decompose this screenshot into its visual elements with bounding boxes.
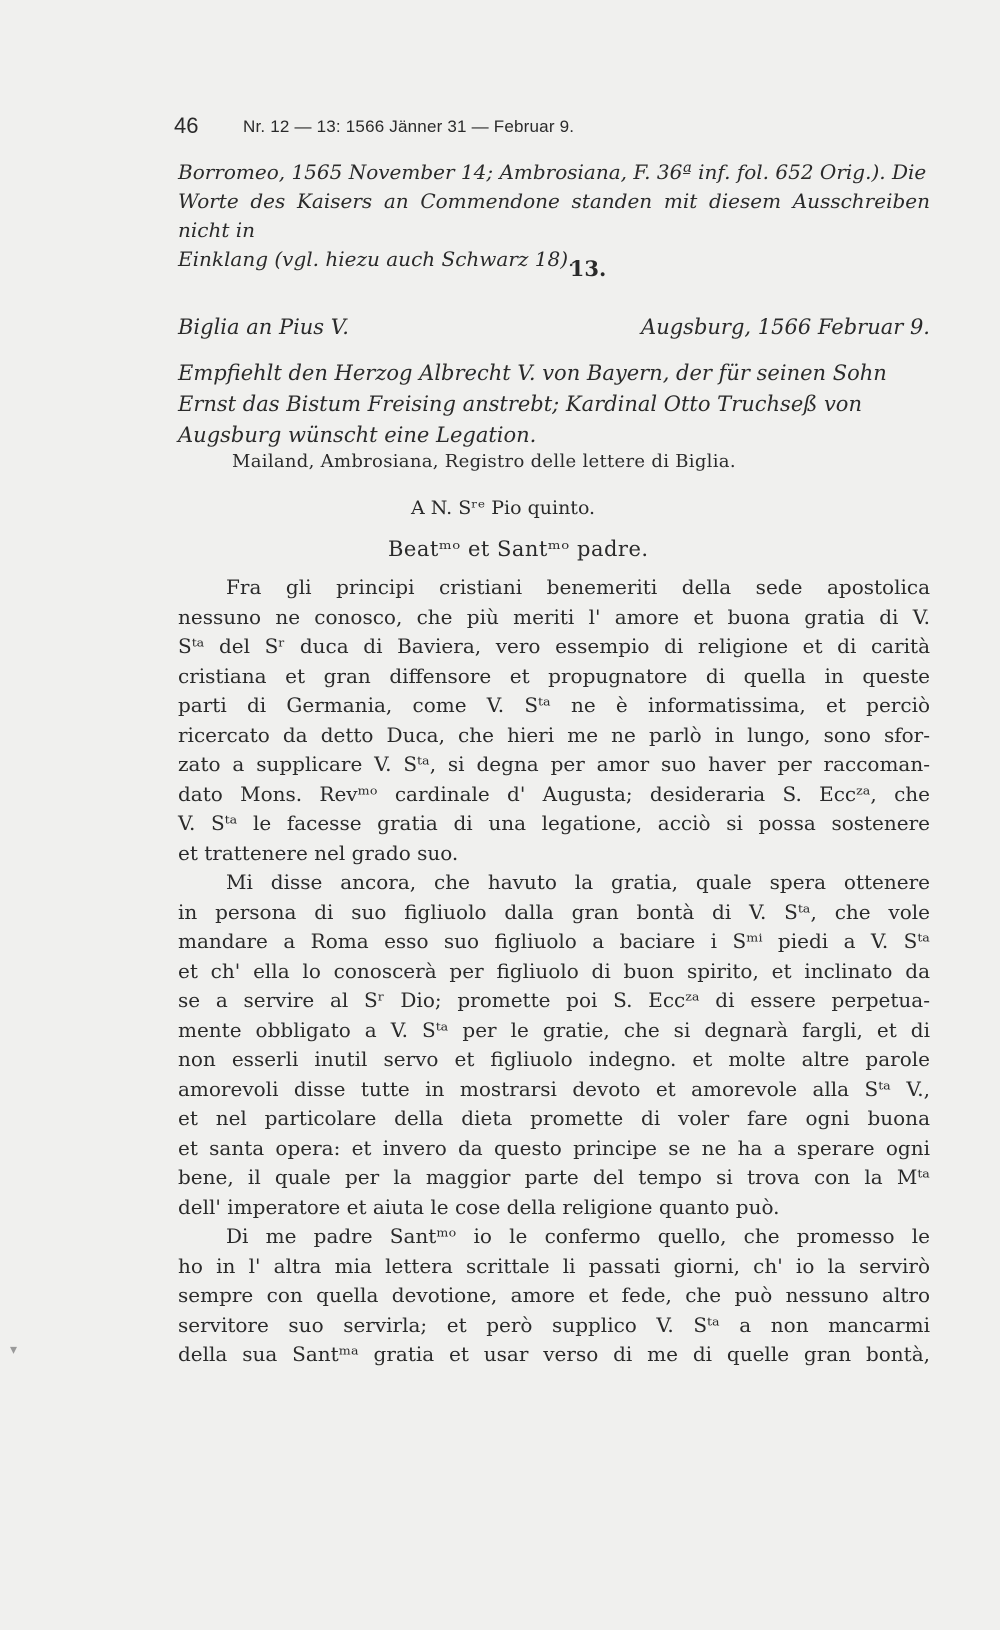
body-line: mandare a Roma esso suo figliuolo a baciare i Sᵐⁱ piedi a V. Sᵗᵃ	[178, 929, 930, 953]
body-line: sempre con quella devotione, amore et fede, che può nessuno altro	[178, 1283, 930, 1307]
body-line: et trattenere nel grado suo.	[178, 840, 459, 865]
regest-line: Augsburg wünscht eine Legation.	[178, 423, 537, 447]
page-header	[174, 113, 934, 143]
running-head: Nr. 12 — 13: 1566 Jänner 31 — Februar 9.	[243, 117, 575, 136]
body-line: mente obbligato a V. Sᵗᵃ per le gratie, che si degnarà fargli, et di	[178, 1017, 930, 1042]
regest	[178, 358, 930, 451]
document-number: 13.	[569, 256, 607, 281]
body-line: Sᵗᵃ del Sʳ duca di Baviera, vero essempio di religione et di carità	[178, 634, 930, 658]
intro-line: Borromeo, 1565 November 14; Ambrosiana, F. 36ª inf. fol. 652 Orig.). Die	[178, 160, 927, 184]
margin-mark: ▾	[10, 1342, 18, 1358]
body-line: non esserli inutil servo et figliuolo indegno. et molte altre parole	[178, 1047, 930, 1071]
letter-salutation: Beatᵐᵒ et Santᵐᵒ padre.	[388, 537, 649, 561]
body-line: et santa opera: et invero da questo principe se ne ha a sperare ogni	[178, 1135, 930, 1160]
source-note: Mailand, Ambrosiana, Registro delle lettere di Biglia.	[232, 451, 736, 472]
body-line: nessuno ne conosco, che più meriti l' amore et buona gratia di V.	[178, 604, 930, 629]
body-line: amorevoli disse tutte in mostrarsi devoto et amorevole alla Sᵗᵃ V.,	[178, 1076, 930, 1101]
body-line: et ch' ella lo conoscerà per figliuolo di buon spirito, et inclinato da	[178, 958, 930, 983]
body-line: Mi disse ancora, che havuto la gratia, quale spera ottenere	[226, 870, 930, 894]
body-line: Fra gli principi cristiani benemeriti della sede apostolica	[226, 575, 930, 599]
body-line: cristiana et gran diffensore et propugnatore di quella in queste	[178, 663, 930, 688]
body-line: in persona di suo figliuolo dalla gran bontà di V. Sᵗᵃ, che vole	[178, 899, 930, 924]
body-line: dato Mons. Revᵐᵒ cardinale d' Augusta; desideraria S. Eccᶻᵃ, che	[178, 781, 930, 806]
regest-line: Ernst das Bistum Freising anstrebt; Kardinal Otto Truchseß von	[178, 392, 862, 416]
letter-body	[178, 573, 930, 1370]
intro-line: Einklang (vgl. hiezu auch Schwarz 18).	[178, 247, 575, 271]
body-line: parti di Germania, come V. Sᵗᵃ ne è informatissima, et perciò	[178, 693, 930, 717]
intro-line: Worte des Kaisers an Commendone standen mit diesem Ausschreiben nicht in	[178, 189, 930, 242]
page-number: 46	[174, 113, 199, 138]
body-line: della sua Santᵐᵃ gratia et usar verso di me di quelle gran bontà,	[178, 1342, 930, 1366]
body-line: servitore suo servirla; et però supplico V. Sᵗᵃ a non mancarmi	[178, 1312, 930, 1337]
body-line: et nel particolare della dieta promette di voler fare ogni buona	[178, 1106, 930, 1130]
regest-line: Empfiehlt den Herzog Albrecht V. von Bayern, der für seinen Sohn	[178, 361, 887, 385]
body-line: ricercato da detto Duca, che hieri me ne parlò in lungo, sono sfor-	[178, 722, 930, 747]
body-line: dell' imperatore et aiuta le cose della religione quanto può.	[178, 1194, 780, 1219]
document-meta	[178, 315, 930, 345]
letter-address: A N. Sʳᵉ Pio quinto.	[411, 497, 596, 519]
body-line: V. Sᵗᵃ le facesse gratia di una legatione, acciò si possa sostenere	[178, 811, 930, 835]
body-line: zato a supplicare V. Sᵗᵃ, si degna per amor suo haver per raccoman-	[178, 752, 930, 776]
body-line: ho in l' altra mia lettera scrittale li passati giorni, ch' io la servirò	[178, 1253, 930, 1278]
place-date: Augsburg, 1566 Februar 9.	[641, 315, 930, 339]
sender: Biglia an Pius V.	[178, 315, 349, 339]
body-line: bene, il quale per la maggior parte del tempo si trova con la Mᵗᵃ	[178, 1165, 930, 1189]
body-line: se a servire al Sʳ Dio; promette poi S. Eccᶻᵃ di essere perpetua-	[178, 988, 930, 1012]
body-line: Di me padre Santᵐᵒ io le confermo quello, che promesso le	[226, 1224, 930, 1248]
